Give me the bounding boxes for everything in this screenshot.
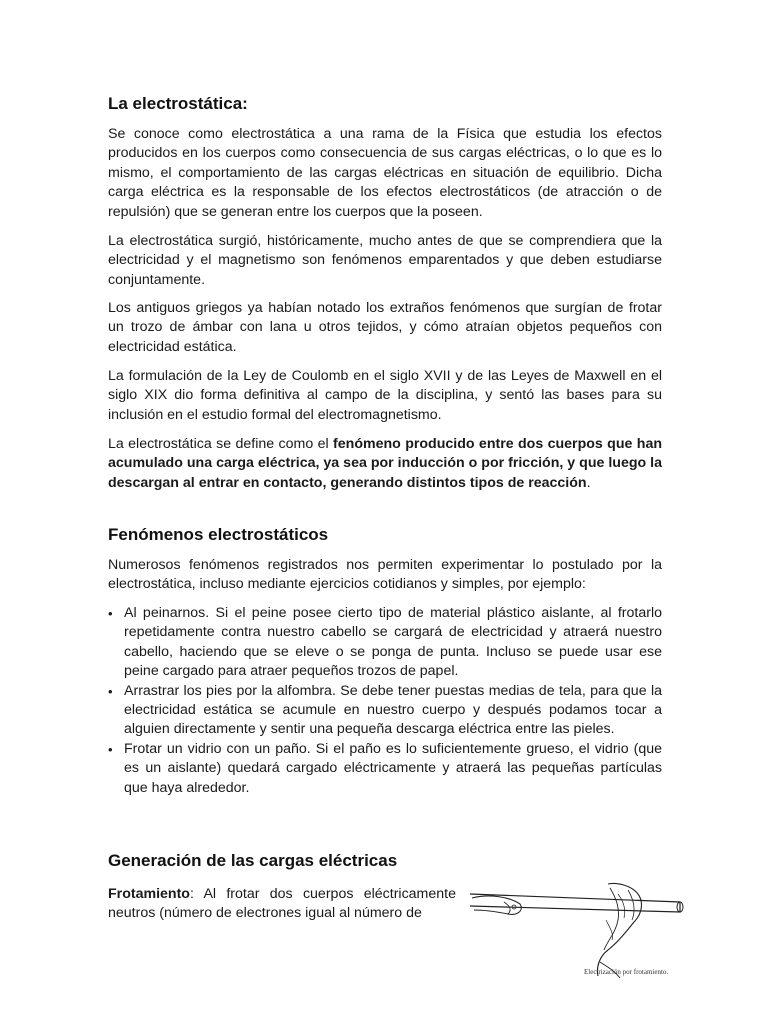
list-item-text: Arrastrar los pies por la alfombra. Se debe tener puestas medias de tela, para que la electricidad estática se acumule en nuestro cuerpo y después podamos tocar a alguien directamente y sentir una pequeña descarga eléctrica entre las pieles. <box>124 682 662 738</box>
examples-list <box>108 604 662 798</box>
list-item <box>108 604 662 682</box>
section-title-electrostatica: La electrostática: <box>108 94 248 113</box>
paragraph-lead: La electrostática se define como el <box>108 436 334 452</box>
bullet-icon: • <box>108 606 113 621</box>
list-item <box>108 682 662 740</box>
list-item-text: Frotar un vidrio con un paño. Si el paño es lo suficientemente grueso, el vidrio (que es un aislante) quedará cargado eléctricamente y atraerá las pequeñas partículas que haya alrededor. <box>124 740 662 796</box>
paragraph-greeks: Los antiguos griegos ya habían notado los extraños fenómenos que surgían de frotar un trozo de ámbar con lana u otros tejidos, y cómo atraían objetos pequeños con electricidad estática. <box>108 300 662 355</box>
paragraph-frotamiento <box>108 885 456 924</box>
friction-illustration <box>468 880 686 980</box>
list-item <box>108 740 662 798</box>
paragraph-history: La electrostática surgió, históricamente, mucho antes de que se comprendiera que la electricidad y el magnetismo son fenómenos emparentados y que deben estudiarse conjuntamente. <box>108 233 662 288</box>
term-frotamiento: Frotamiento <box>108 886 190 902</box>
list-item-text: Al peinarnos. Si el peine posee cierto tipo de material plástico aislante, al frotarlo repetidamente contra nuestro cabello se cargará de electricidad y atraerá nuestro cabello, haciendo que se eleve o se ponga de punta. Incluso se puede usar ese peine cargado para atraer pequeños trozos de papel. <box>124 605 662 680</box>
paragraph-coulomb-maxwell: La formulación de la Ley de Coulomb en el siglo XVII y de las Leyes de Maxwell en el siglo XIX dio forma definitiva al campo de la disciplina, y sentó las bases para su inclusión en el estudio formal del electromagnetismo. <box>108 368 662 423</box>
paragraph-phenomenon-definition <box>108 435 662 493</box>
frotamiento-text: : Al frotar dos cuerpos eléctricamente neutros (número de electrones igual al número de <box>108 886 456 922</box>
bullet-icon: • <box>108 741 113 757</box>
paragraph-examples-intro: Numerosos fenómenos registrados nos permiten experimentar lo postulado por la electrostática, incluso mediante ejercicios cotidianos y simples, por ejemplo: <box>108 557 662 593</box>
paragraph-end: . <box>586 474 591 491</box>
bullet-icon: • <box>108 683 113 699</box>
paragraph-definition: Se conoce como electrostática a una rama de la Física que estudia los efectos producidos en los cuerpos como consecuencia de sus cargas eléctricas, o lo que es lo mismo, el comportamiento de las cargas eléctricas en situación de equilibrio. Dicha carga eléctrica es la responsable de los efectos electrostáticos (de atracción o de repulsión) que se generan entre los cuerpos que la poseen. <box>108 126 662 220</box>
paragraph-bold-definition: fenómeno producido entre dos cuerpos que han acumulado una carga eléctrica, ya sea por inducción o por fricción, y que luego la descargan al entrar en contacto, generando distintos tipos de reacción <box>108 436 662 491</box>
figure-caption: Electrización por frotamiento. <box>584 968 669 976</box>
section-title-fenomenos: Fenómenos electrostáticos <box>108 525 329 544</box>
section-title-generacion: Generación de las cargas eléctricas <box>108 851 398 870</box>
